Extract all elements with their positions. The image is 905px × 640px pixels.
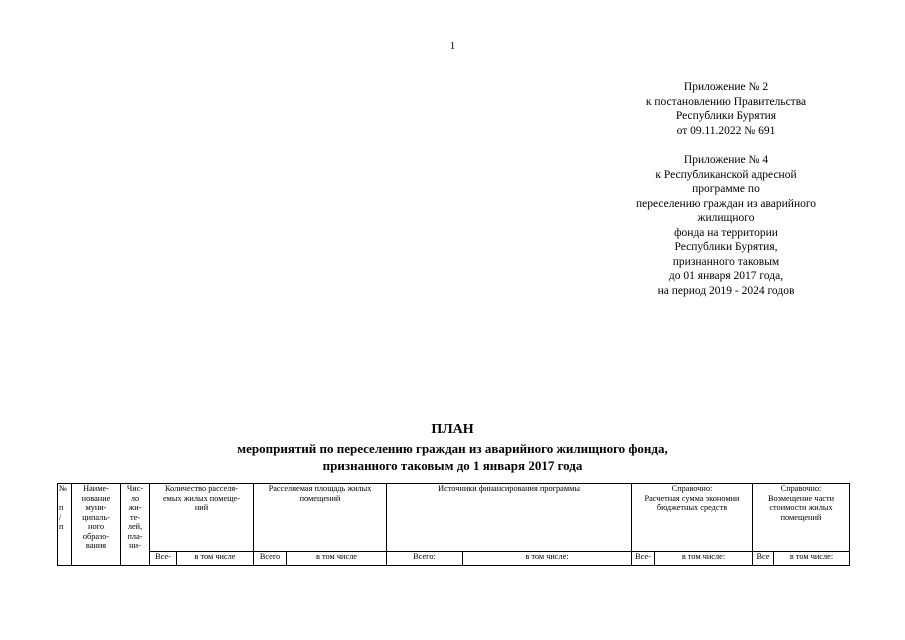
header-municipality: Наиме- нование муни- ципаль- ного образо- вания	[72, 484, 121, 566]
subheader-savings-total: Все-	[632, 552, 655, 566]
appendix-line: переселению граждан из аварийного	[635, 197, 817, 210]
appendix-line: программе по	[692, 183, 760, 195]
appendix-line: на период 2019 - 2024 годов	[657, 284, 795, 297]
header-funding: Источники финансирования программы	[387, 484, 632, 552]
header-area: Расселяемая площадь жилых помещений	[254, 484, 387, 552]
subheader-area-incl: в том числе	[287, 552, 387, 566]
appendix-line: Республики Бурятия,	[674, 241, 778, 253]
appendix-line: жилищного	[697, 212, 755, 224]
appendix-line: от 09.11.2022 № 691	[676, 124, 776, 137]
subheader-comp-total: Все	[753, 552, 774, 566]
plan-subtitle: мероприятий по переселению граждан из аварийного жилищного фонда,	[237, 441, 668, 456]
plan-subtitle: признанного таковым до 1 января 2017 года	[322, 458, 583, 473]
appendix-line: признанного таковым	[672, 255, 780, 268]
appendix-line: к постановлению Правительства	[645, 95, 807, 108]
header-number: № п / п	[58, 484, 72, 566]
appendix-line: фонда на территории	[674, 226, 778, 239]
appendix-line: Республики Бурятия	[675, 110, 777, 122]
subheader-savings-incl: в том числе:	[655, 552, 753, 566]
subheader-rooms-total: Все-	[150, 552, 177, 566]
appendix-line: до 01 января 2017 года,	[668, 270, 784, 282]
appendix-2-block	[576, 80, 876, 138]
subheader-funding-incl: в том числе:	[463, 552, 632, 566]
subheader-area-total: Всего	[254, 552, 287, 566]
subheader-funding-total: Всего:	[387, 552, 463, 566]
plan-title: ПЛАН	[431, 422, 474, 437]
page-number: 1	[449, 40, 456, 52]
appendix-line: к Республиканской адресной	[655, 168, 797, 181]
subheader-comp-incl: в том числе:	[774, 552, 850, 566]
appendix-line: Приложение № 2	[683, 81, 769, 93]
header-savings: Справочно: Расчетная сумма экономии бюджетных средств	[632, 484, 753, 552]
appendix-line: Приложение № 4	[683, 154, 769, 166]
appendix-4-block	[576, 153, 876, 298]
plan-table	[57, 483, 850, 566]
header-rooms-count: Количество расселя- емых жилых помеще- ний	[150, 484, 254, 552]
header-residents: Чис- ло жи- те- лей, пла- ни-	[121, 484, 150, 566]
header-compensation: Справочно: Возмещение части стоимости жилых помещений	[753, 484, 850, 552]
subheader-rooms-incl: в том числе	[177, 552, 254, 566]
